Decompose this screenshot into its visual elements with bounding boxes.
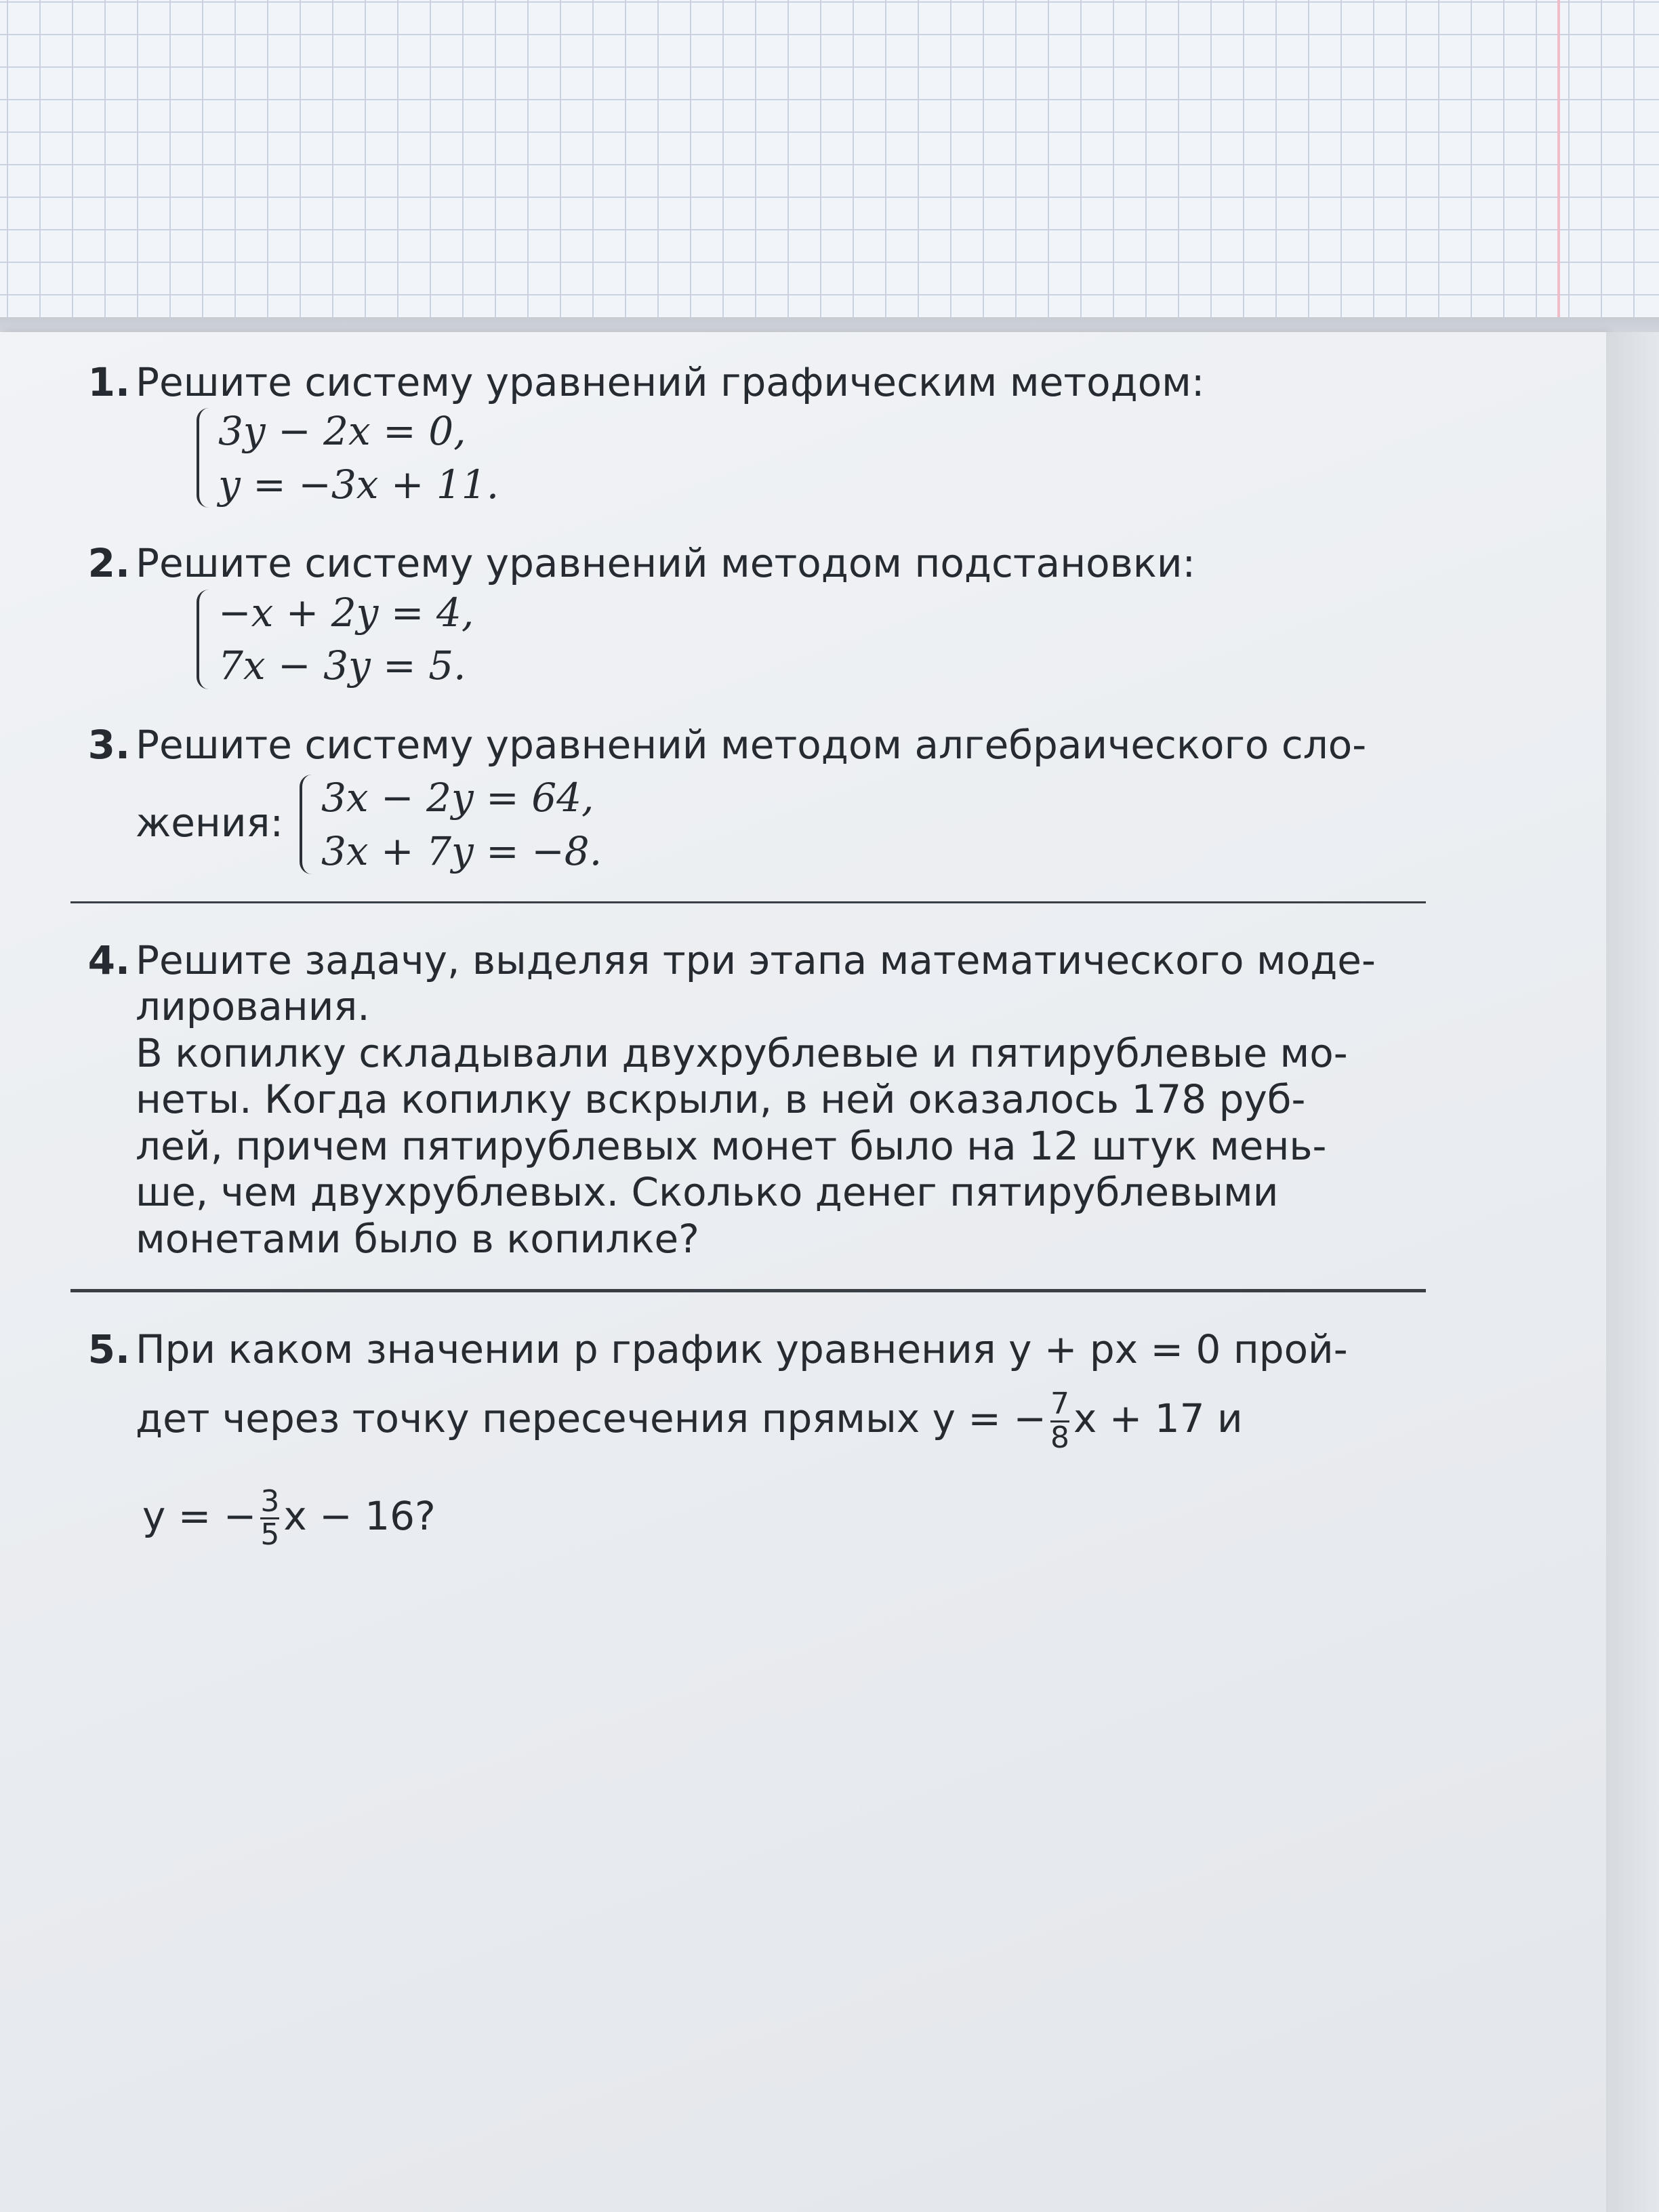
task-line-with-fraction: [142, 1483, 1423, 1552]
task-text: y = −: [142, 1492, 257, 1539]
fraction-denominator: 8: [1050, 1420, 1069, 1455]
fraction: [260, 1483, 280, 1552]
task-line: В копилку складывали двухрублевые и пятирублевые мо-: [136, 1029, 1348, 1076]
task-4: [87, 937, 1423, 1262]
task-number: 4.: [87, 937, 130, 983]
page-content: [87, 359, 1423, 1552]
task-line: Решите задачу, выделяя три этапа математического моде-: [136, 937, 1376, 983]
fraction: [1050, 1389, 1069, 1453]
task-number: 5.: [87, 1326, 130, 1372]
task-text: Решите систему уравнений методом подстановки:: [136, 540, 1196, 587]
task-line: неты. Когда копилку вскрыли, в ней оказалось 178 руб-: [136, 1076, 1306, 1123]
task-line: монетами было в копилке?: [136, 1215, 699, 1262]
equation-system: [197, 590, 1423, 689]
system-brace: [197, 408, 209, 508]
equation-system: [300, 775, 602, 874]
equation: 7x − 3y = 5.: [218, 642, 466, 689]
task-5: [87, 1326, 1423, 1552]
section-divider: [70, 901, 1426, 903]
notebook-margin-line: [1557, 0, 1560, 339]
task-number: 1.: [87, 359, 130, 405]
equation: y = −3x + 11.: [218, 461, 499, 508]
task-number: 3.: [87, 721, 130, 768]
equation: −x + 2y = 4,: [218, 589, 474, 636]
task-line: ше, чем двухрублевых. Сколько денег пятирублевыми: [136, 1169, 1279, 1216]
task-text: дет через точку пересечения прямых y = −: [136, 1395, 1046, 1442]
system-brace: [300, 775, 312, 874]
equation: 3x + 7y = −8.: [321, 827, 602, 874]
task-text: Решите систему уравнений методом алгебраического сло-: [136, 721, 1367, 768]
task-line: лей, причем пятирублевых монет было на 12 штук мень-: [136, 1122, 1327, 1169]
task-line: При каком значении p график уравнения y + px = 0 прой-: [136, 1326, 1348, 1372]
section-divider: [70, 1289, 1426, 1292]
fraction-denominator: 5: [260, 1517, 280, 1552]
task-3: [87, 721, 1423, 874]
task-lead-text: жения:: [136, 800, 283, 846]
equation-system: [197, 408, 1423, 508]
equation: 3x − 2y = 64,: [321, 775, 594, 821]
page-edge: [1606, 332, 1659, 2212]
task-number: 2.: [87, 540, 130, 587]
task-1: [87, 359, 1423, 508]
task-text: x − 16?: [283, 1492, 436, 1539]
equation: 3y − 2x = 0,: [218, 408, 466, 455]
task-line-with-fraction: [136, 1389, 1423, 1453]
task-text: Решите систему уравнений графическим методом:: [136, 359, 1205, 405]
fraction-numerator: 3: [260, 1483, 280, 1519]
fraction-numerator: 7: [1050, 1387, 1069, 1422]
system-brace: [197, 590, 209, 689]
task-text: x + 17 и: [1073, 1395, 1243, 1442]
task-2: [87, 540, 1423, 689]
task-line: лирования.: [136, 983, 370, 1030]
grid-paper-background: [0, 0, 1659, 339]
